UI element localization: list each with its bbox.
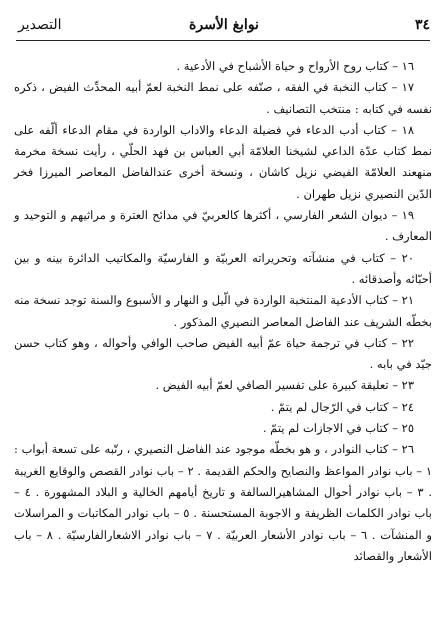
- page-header: [18, 14, 430, 38]
- list-item: ٢٥ – كتاب في الاجازات لم يتمّ .: [262, 421, 414, 436]
- list-item: ١٩ – ديوان الشعر الفارسي ، أكثرها كالعربيّ في مدائح العترة و مراثيهم و التوحيد و المعارف .: [14, 208, 432, 244]
- list-item: ٢٣ – تعليقة كبيرة على تفسير الصافي لعمّ أبيه الفيض .: [155, 378, 414, 393]
- list-item: ٢٠ – كتاب في منشآته وتحريراته العربيّة و الفارسيّة والمكاتيب الدائرة بينه و بين أحبّائه وأصدقائه .: [14, 250, 432, 286]
- list-item: ٢٤ – كتاب في الرّجال لم يتمّ .: [270, 399, 414, 414]
- list-item: ١٨ – كتاب أدب الدعاء في فضيلة الدعاء والاداب الواردة في مقام الدعاء ألّفه على نمط كتاب عدّة الداعي لشيخنا العلامّة أبي العباس بن فهد الحلّي ، رأيت نسخة مخرمة منهعند العلامّة الفيضي نزيل كاشان ، ونسخة أخرى عندالفاضل المعاصر الميرزا فخر الدّين النصيري نزيل طهران .: [14, 122, 432, 201]
- page-body: [14, 56, 432, 567]
- list-item: ٢٢ – كتاب في ترجمة حياة عمّ أبيه الفيض صاحب الوافي وأحواله ، وهو كتاب حسن جيّد في بابه .: [14, 335, 432, 372]
- section-title: التصدير: [18, 17, 62, 33]
- page-number: ٣٤: [414, 17, 430, 33]
- header-divider: [16, 40, 430, 41]
- list-item: ١٧ – كتاب النخبة في الفقه ، صنّفه على نمط النخبة لعمّ أبيه المحدِّث الفيض ، ذكره نفسه في كتابه : منتخب التصانيف .: [14, 80, 432, 116]
- list-item: ٢١ – كتاب الأدعية المنتخبة الواردة في الّيل و النهار و الأسبوع والسنة توجد نسخة منه بخطّه الشريف عند الفاضل المعاصر النصيري المذكور .: [13, 293, 432, 329]
- list-item: ٢٦ – كتاب النوادر ، و هو بخطّه موجود عند الفاضل النصيري ، رتّبه على تسعة أبواب : ١ – باب نوادر المواعظ والنصايح والحكم القديمة . ٢ – باب نوادر القصص والوقايع الغريبة . ٣ – باب نوادر أحوال المشاهيرالسالفة و تاريخ أيامهم الخالية و البلاد المشهورة . ٤ – باب نوادر الكلمات الظريفة و الاجوبة المستحسنة . ٥ – باب نوادر المكاتبات و المراسلات و المنشآت . ٦ – باب نوادر الأشعار العربيّة . ٧ – باب نوادر الاشعارالفارسيّة . ٨ – باب الأشعار والقصائد: [14, 442, 433, 563]
- list-item: ١٦ – كتاب روح الأرواح و حياة الأشباح في الأدعية .: [176, 59, 414, 73]
- running-title: نوابغ الأسرة: [189, 17, 259, 33]
